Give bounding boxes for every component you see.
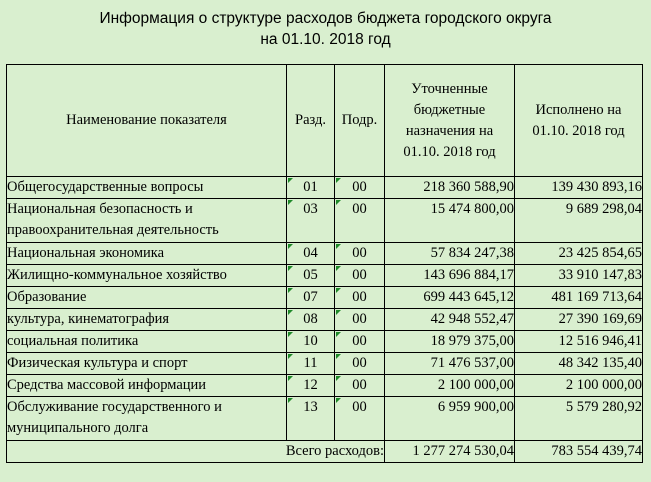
row-planned: 15 474 800,00 <box>385 199 515 243</box>
table-row <box>7 375 643 397</box>
row-planned: 218 360 588,90 <box>385 177 515 199</box>
row-section-value: 07 <box>303 289 318 305</box>
row-subsection <box>335 243 385 265</box>
total-label: Всего расходов: <box>7 441 385 463</box>
row-subsection-value: 00 <box>352 377 367 393</box>
row-subsection <box>335 199 385 243</box>
row-subsection-value: 00 <box>352 201 367 217</box>
row-section <box>287 265 335 287</box>
cell-marker-icon <box>336 266 341 271</box>
row-section-value: 05 <box>303 267 318 283</box>
row-name-line: Физическая культура и спорт <box>7 355 188 371</box>
table-row <box>7 265 643 287</box>
row-name <box>7 353 287 375</box>
row-name-line: Средства массовой информации <box>7 377 207 393</box>
row-section <box>287 309 335 331</box>
row-planned: 42 948 552,47 <box>385 309 515 331</box>
row-executed: 33 910 147,83 <box>515 265 643 287</box>
row-subsection <box>335 177 385 199</box>
row-section-value: 12 <box>303 377 318 393</box>
cell-marker-icon <box>288 244 293 249</box>
row-section <box>287 287 335 309</box>
table-row <box>7 309 643 331</box>
row-subsection <box>335 309 385 331</box>
row-section <box>287 397 335 441</box>
row-name <box>7 331 287 353</box>
document-title <box>0 8 651 50</box>
table-row <box>7 353 643 375</box>
row-section-value: 10 <box>303 333 318 349</box>
cell-marker-icon <box>336 398 341 403</box>
cell-marker-icon <box>288 398 293 403</box>
table-row <box>7 331 643 353</box>
row-subsection-value: 00 <box>352 355 367 371</box>
table-row <box>7 177 643 199</box>
row-name <box>7 397 287 441</box>
total-planned: 1 277 274 530,04 <box>385 441 515 463</box>
row-section-value: 01 <box>303 179 318 195</box>
table-row <box>7 199 643 243</box>
row-planned: 57 834 247,38 <box>385 243 515 265</box>
row-name-line: Национальная экономика <box>7 245 165 261</box>
cell-marker-icon <box>288 332 293 337</box>
cell-marker-icon <box>288 288 293 293</box>
header-executed-line: 01.10. 2018 год <box>532 122 625 139</box>
cell-marker-icon <box>336 354 341 359</box>
row-name <box>7 243 287 265</box>
row-section <box>287 375 335 397</box>
cell-marker-icon <box>336 288 341 293</box>
cell-marker-icon <box>288 376 293 381</box>
row-planned: 143 696 884,17 <box>385 265 515 287</box>
row-subsection-value: 00 <box>352 179 367 195</box>
header-executed <box>515 65 643 177</box>
row-executed: 48 342 135,40 <box>515 353 643 375</box>
row-name <box>7 199 287 243</box>
row-name <box>7 177 287 199</box>
row-executed: 5 579 280,92 <box>515 397 643 441</box>
table-row <box>7 287 643 309</box>
cell-marker-icon <box>336 376 341 381</box>
cell-marker-icon <box>288 266 293 271</box>
cell-marker-icon <box>288 310 293 315</box>
row-subsection-value: 00 <box>352 289 367 305</box>
cell-marker-icon <box>288 354 293 359</box>
cell-marker-icon <box>336 310 341 315</box>
row-planned: 6 959 900,00 <box>385 397 515 441</box>
row-subsection-value: 00 <box>352 267 367 283</box>
row-executed: 481 169 713,64 <box>515 287 643 309</box>
row-section-value: 11 <box>303 355 318 371</box>
row-name-line: Обслуживание государственного и <box>7 399 222 415</box>
row-name <box>7 375 287 397</box>
row-executed: 9 689 298,04 <box>515 199 643 243</box>
row-name-line: социальная политика <box>7 333 139 349</box>
row-executed: 139 430 893,16 <box>515 177 643 199</box>
title-line-1: Информация о структуре расходов бюджета городского округа <box>99 10 552 27</box>
cell-marker-icon <box>336 332 341 337</box>
row-planned: 699 443 645,12 <box>385 287 515 309</box>
row-name <box>7 265 287 287</box>
row-name-line: муниципального долга <box>7 420 149 436</box>
row-subsection-value: 00 <box>352 245 367 261</box>
row-name-line: Жилищно-коммунальное хозяйство <box>7 267 227 283</box>
row-name-line: Национальная безопасность и <box>7 201 193 217</box>
header-planned-line: бюджетные <box>413 101 486 118</box>
cell-marker-icon <box>336 200 341 205</box>
header-planned <box>385 65 515 177</box>
row-section-value: 08 <box>303 311 318 327</box>
row-planned: 71 476 537,00 <box>385 353 515 375</box>
row-section <box>287 331 335 353</box>
row-section-value: 04 <box>303 245 318 261</box>
row-section <box>287 243 335 265</box>
row-planned: 18 979 375,00 <box>385 331 515 353</box>
total-row <box>7 441 643 463</box>
row-subsection-value: 00 <box>352 333 367 349</box>
row-executed: 23 425 854,65 <box>515 243 643 265</box>
row-subsection-value: 00 <box>352 311 367 327</box>
table-header-row <box>7 65 643 177</box>
row-name-line: правоохранительная деятельность <box>7 222 219 238</box>
table-row <box>7 397 643 441</box>
row-subsection <box>335 265 385 287</box>
row-name-line: Общегосударственные вопросы <box>7 179 204 195</box>
budget-expenditure-table <box>6 64 643 463</box>
cell-marker-icon <box>288 200 293 205</box>
row-section <box>287 199 335 243</box>
cell-marker-icon <box>336 244 341 249</box>
total-executed: 783 554 439,74 <box>515 441 643 463</box>
row-subsection <box>335 331 385 353</box>
row-section <box>287 177 335 199</box>
row-executed: 27 390 169,69 <box>515 309 643 331</box>
row-subsection-value: 00 <box>352 399 367 415</box>
row-subsection <box>335 287 385 309</box>
row-executed: 2 100 000,00 <box>515 375 643 397</box>
row-executed: 12 516 946,41 <box>515 331 643 353</box>
row-name-line: Образование <box>7 289 87 305</box>
table-row <box>7 243 643 265</box>
header-planned-line: назначения на <box>405 122 494 139</box>
cell-marker-icon <box>288 178 293 183</box>
row-section-value: 13 <box>303 399 318 415</box>
row-planned: 2 100 000,00 <box>385 375 515 397</box>
row-name-line: культура, кинематография <box>7 311 170 327</box>
header-subsection: Подр. <box>335 65 385 177</box>
header-planned-line: Уточненные <box>411 80 488 97</box>
header-planned-line: 01.10. 2018 год <box>403 143 496 160</box>
row-name <box>7 287 287 309</box>
row-subsection <box>335 353 385 375</box>
row-section <box>287 353 335 375</box>
row-subsection <box>335 375 385 397</box>
row-name <box>7 309 287 331</box>
header-name: Наименование показателя <box>7 65 287 177</box>
title-line-2: на 01.10. 2018 год <box>260 31 391 48</box>
header-executed-line: Исполнено на <box>535 101 622 118</box>
row-section-value: 03 <box>303 201 318 217</box>
row-subsection <box>335 397 385 441</box>
header-section: Разд. <box>287 65 335 177</box>
cell-marker-icon <box>336 178 341 183</box>
